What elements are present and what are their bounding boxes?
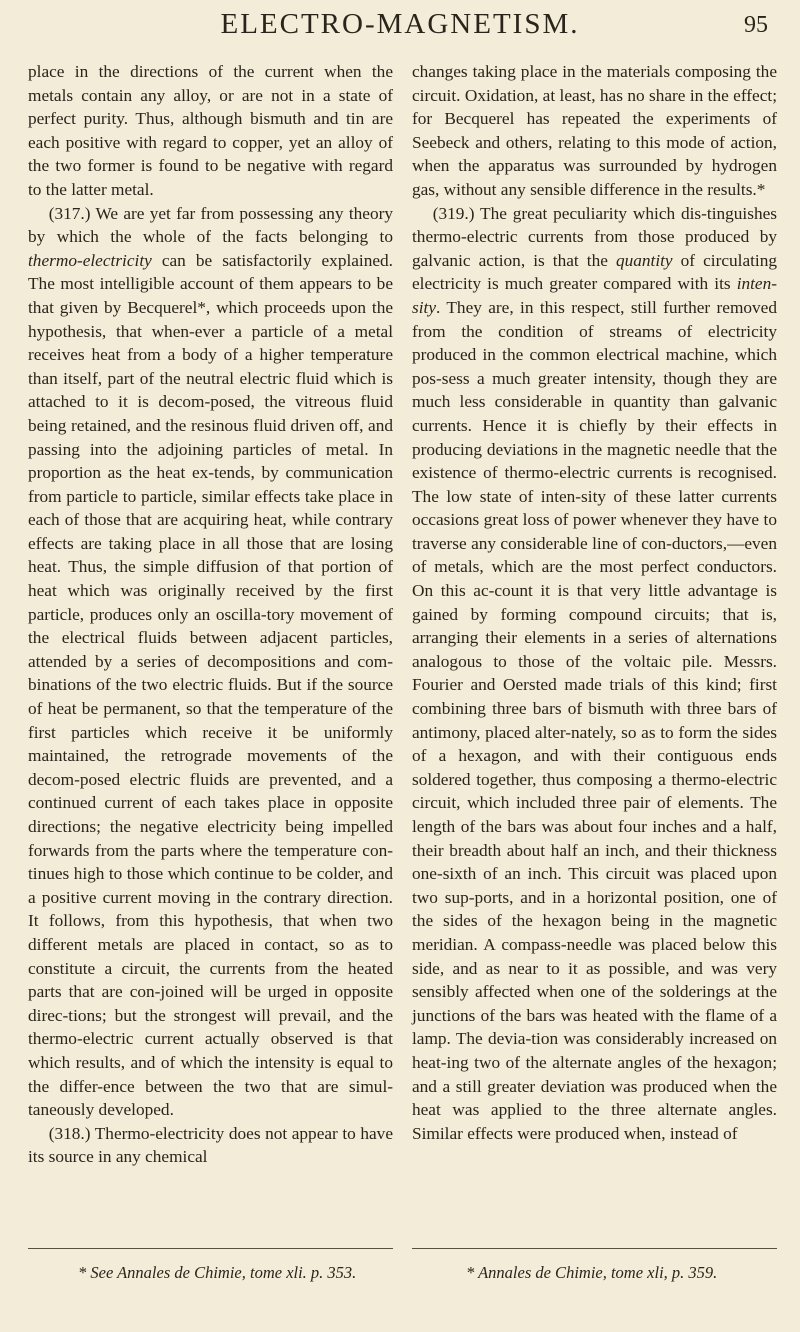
page-number: 95	[744, 12, 768, 38]
left-column	[28, 60, 393, 1169]
footnote-right: * Annales de Chimie, tome xli, p. 359.	[466, 1263, 718, 1282]
footnote-left: * See Annales de Chimie, tome xli. p. 353.	[78, 1263, 357, 1282]
right-p319-emphasis-quantity: quantity	[615, 250, 673, 270]
left-p317-text-a: (317.) We are yet far from possessing any theory by which the whole of the facts belonging to	[28, 203, 393, 247]
right-p319-text-b: of circulating electricity is much greater compared with its	[412, 250, 778, 294]
left-p317-text-b: can be satisfactorily explained. The most intelligible account of them appears to be that given by Becquerel*, which proceeds upon the hypothesis, that when-ever a particle of a metal receives heat from a body of a higher temperature than itself, part of the neutral electric fluid which is attached to it is decom-posed, the vitreous fluid being retained, and the resinous fluid driven off, and passing into the adjoining particles of metal. In proportion as the heat ex-tends, by communication from particle to particle, similar effects take place in each of those that are acquiring heat, while contrary effects are taking place in all those that are losing heat. Thus, the simple diffusion of that portion of heat which was originally received by the first particle, produces only an oscilla-tory movement of the electrical fluids between adjacent particles, attended by a series of decompositions and com-binations of the two electric fluids. But if the source of heat be permanent, so that the temperature of the first particles which receive it be uniformly maintained, the retrograde movements of the decom-posed electric fluids are prevented, and a continued current of each takes place in opposite directions; the negative electricity being impelled forwards from the parts where the temperature con-tinues high to those which continue to be colder, and a positive current moving in the contrary direction. It follows, from this hypothesis, that when two different metals are placed in contact, so as to constitute a circuit, the currents from the heated parts that are con-joined will be urged in opposite direc-tions; but the strongest will prevail, and the thermo-electric current actually observed is that which results, and of which the intensity is equal to the differ-ence between the two that are simul-taneously developed.	[28, 250, 393, 1120]
right-column	[412, 60, 777, 1145]
page-header	[0, 0, 800, 56]
right-p319-text-c: . They are, in this respect, still further removed from the condition of streams of electricity produced in the common electrical machine, which pos-sess a much greater intensity, though they are much less considerable in quantity than galvanic currents. Hence it is chiefly by their effects in producing deviations in the magnetic needle that the existence of thermo-electric currents is recognised. The low state of inten-sity of these latter currents occasions great loss of power whenever they have to traverse any considerable line of con-ductors,—even of metals, which are the most perfect conductors. On this ac-count it is that very little advantage is gained by forming compound circuits; that is, arranging their elements in a series of alternations analogous to those of the voltaic pile. Messrs. Fourier and Oersted made trials of this kind; first combining three bars of bismuth with three bars of antimony, placed alter-nately, so as to form the sides of a hexagon, and with their contiguous ends soldered together, thus composing a thermo-electric circuit, which included three pair of elements. The length of the bars was about four inches and a half, their breadth about half an inch, and their thickness one-sixth of an inch. This circuit was placed upon two sup-ports, and in a horizontal position, one of the sides of the hexagon being in the magnetic meridian. A compass-needle was placed below this side, and as near to it as possible, and was very sensibly affected when one of the solderings at the junctions of the bars was heated with the flame of a lamp. The devia-tion was considerably increased on heat-ing two of the alternate angles of the hexagon; and a still greater deviation was produced when the heat was applied to the three alternate angles. Similar effects were produced when, instead of	[412, 297, 777, 1143]
left-paragraph-318: (318.) Thermo-electricity does not appear to have its source in any chemical	[28, 1123, 393, 1167]
running-title: ELECTRO-MAGNETISM.	[220, 8, 580, 40]
footnote-rule-right	[412, 1248, 777, 1249]
left-paragraph-1: place in the directions of the current when the metals contain any alloy, or are not in a state of perfect purity. Thus, although bismuth and tin are each positive with regard to copper, yet an alloy of the two former is found to be negative with regard to the latter metal.	[28, 62, 393, 199]
right-p319-emphasis-intensity: inten-sity	[412, 274, 777, 317]
left-paragraph-317	[28, 202, 393, 1122]
right-p319-text-a: (319.) The great peculiarity which dis-tinguishes thermo-electric currents from those produced by galvanic action, is that the	[412, 203, 777, 270]
left-p317-emphasis: thermo-electricity	[28, 250, 152, 270]
right-paragraph-1: changes taking place in the materials composing the circuit. Oxidation, at least, has no share in the effect; for Becquerel has repeated the experiments of Seebeck and others, relating to this mode of action, when the apparatus was surrounded by hydrogen gas, without any sensible difference in the results.*	[412, 62, 777, 199]
right-paragraph-319	[412, 202, 777, 1146]
footnote-rule-left	[28, 1248, 393, 1249]
